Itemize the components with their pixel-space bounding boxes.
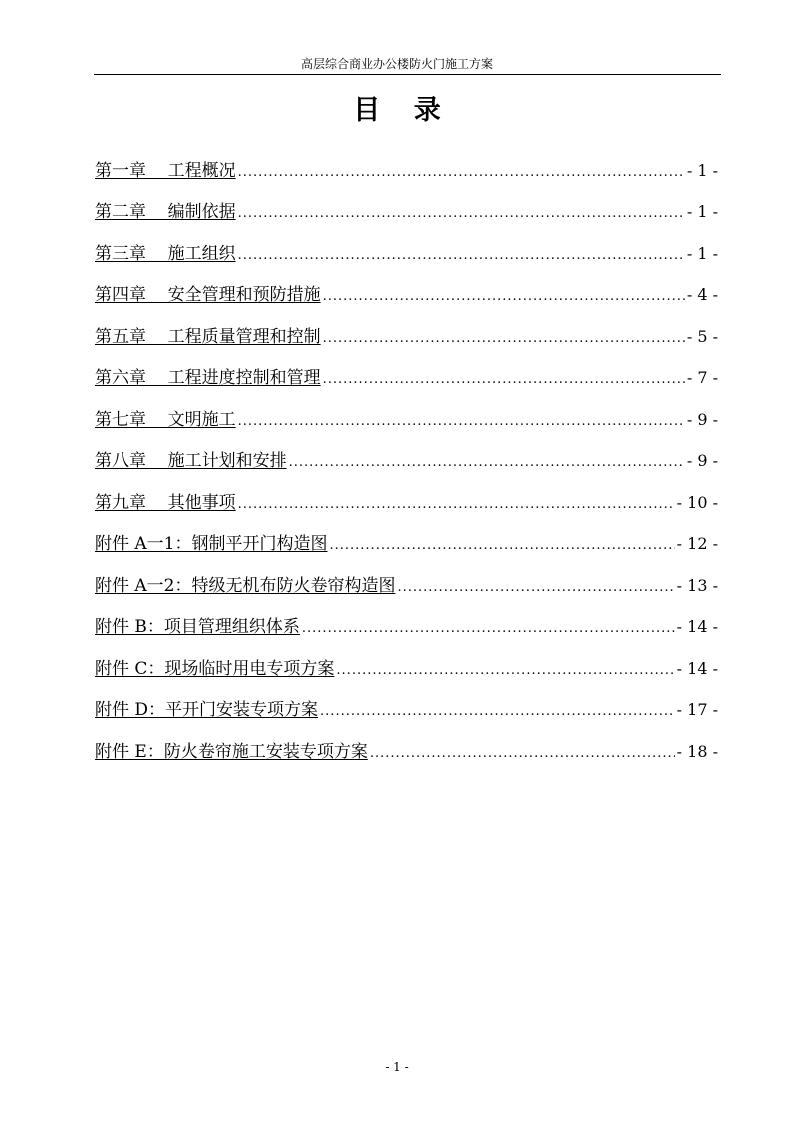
toc-entry-label: 第九章 其他事项 (95, 492, 236, 513)
toc-entry-ch2[interactable] (95, 182, 718, 224)
header-rule (94, 74, 721, 75)
toc-dot-leader (330, 539, 675, 552)
toc-dot-leader (238, 498, 675, 511)
toc-dot-leader (336, 664, 674, 677)
toc-entry-ch3[interactable] (95, 223, 718, 265)
running-header: 高层综合商业办公楼防火门施工方案 (300, 57, 493, 71)
toc-entry-page: - 18 - (676, 741, 718, 761)
table-of-contents (95, 140, 718, 763)
toc-entry-appendix-a2[interactable] (95, 555, 718, 597)
footer-page-number: - 1 - (385, 1060, 409, 1074)
toc-entry-ch7[interactable] (95, 389, 718, 431)
toc-entry-label: 第一章 工程概况 (95, 160, 236, 181)
toc-entry-label: 第五章 工程质量管理和控制 (95, 326, 321, 347)
toc-entry-label: 第三章 施工组织 (95, 243, 236, 264)
toc-entry-page: - 4 - (686, 285, 718, 304)
toc-entry-appendix-a1[interactable] (95, 514, 718, 556)
toc-entry-label: 附件 A一2：特级无机布防火卷帘构造图 (95, 575, 396, 596)
toc-entry-ch5[interactable] (95, 306, 718, 348)
toc-entry-label: 第八章 施工计划和安排 (95, 451, 287, 471)
toc-dot-leader (302, 622, 675, 635)
toc-entry-ch9[interactable] (95, 472, 718, 514)
toc-entry-label: 第七章 文明施工 (95, 409, 236, 430)
toc-entry-ch8[interactable] (95, 431, 718, 473)
toc-entry-page: - 1 - (686, 160, 718, 180)
toc-entry-label: 第六章 工程进度控制和管理 (95, 368, 321, 388)
toc-dot-leader (370, 747, 675, 760)
toc-dot-leader (238, 166, 685, 179)
toc-entry-ch1[interactable] (95, 140, 718, 182)
toc-dot-leader (238, 207, 685, 220)
toc-entry-page: - 17 - (676, 700, 718, 719)
toc-entry-page: - 7 - (686, 368, 718, 387)
toc-entry-appendix-e[interactable] (95, 721, 718, 763)
toc-dot-leader (320, 705, 675, 718)
toc-entry-label: 第二章 编制依据 (95, 202, 236, 222)
toc-entry-label: 附件 A一1：钢制平开门构造图 (95, 534, 328, 554)
toc-title: 目 录 (353, 95, 453, 126)
toc-dot-leader (238, 415, 685, 428)
toc-entry-ch6[interactable] (95, 348, 718, 390)
toc-entry-page: - 14 - (676, 658, 718, 678)
toc-dot-leader (323, 373, 685, 386)
toc-dot-leader (398, 581, 675, 594)
toc-entry-appendix-b[interactable] (95, 597, 718, 639)
toc-entry-appendix-c[interactable] (95, 638, 718, 680)
toc-entry-label: 附件 D：平开门安装专项方案 (95, 700, 319, 720)
toc-entry-appendix-d[interactable] (95, 680, 718, 722)
toc-entry-page: - 14 - (676, 617, 718, 636)
toc-entry-label: 附件 C：现场临时用电专项方案 (95, 658, 335, 679)
toc-entry-label: 附件 B：项目管理组织体系 (95, 617, 300, 637)
toc-entry-page: - 5 - (686, 326, 718, 346)
toc-dot-leader (289, 456, 685, 469)
toc-entry-ch4[interactable] (95, 265, 718, 307)
toc-entry-page: - 1 - (686, 243, 718, 263)
toc-dot-leader (238, 249, 685, 262)
toc-entry-page: - 10 - (676, 492, 718, 512)
toc-entry-page: - 13 - (676, 575, 718, 595)
toc-entry-page: - 12 - (676, 534, 718, 553)
toc-entry-label: 第四章 安全管理和预防措施 (95, 285, 321, 305)
toc-entry-page: - 1 - (686, 202, 718, 221)
toc-entry-label: 附件 E：防火卷帘施工安装专项方案 (95, 741, 368, 762)
toc-entry-page: - 9 - (686, 409, 718, 429)
toc-dot-leader (323, 332, 685, 345)
toc-entry-page: - 9 - (686, 451, 718, 470)
toc-dot-leader (323, 290, 685, 303)
